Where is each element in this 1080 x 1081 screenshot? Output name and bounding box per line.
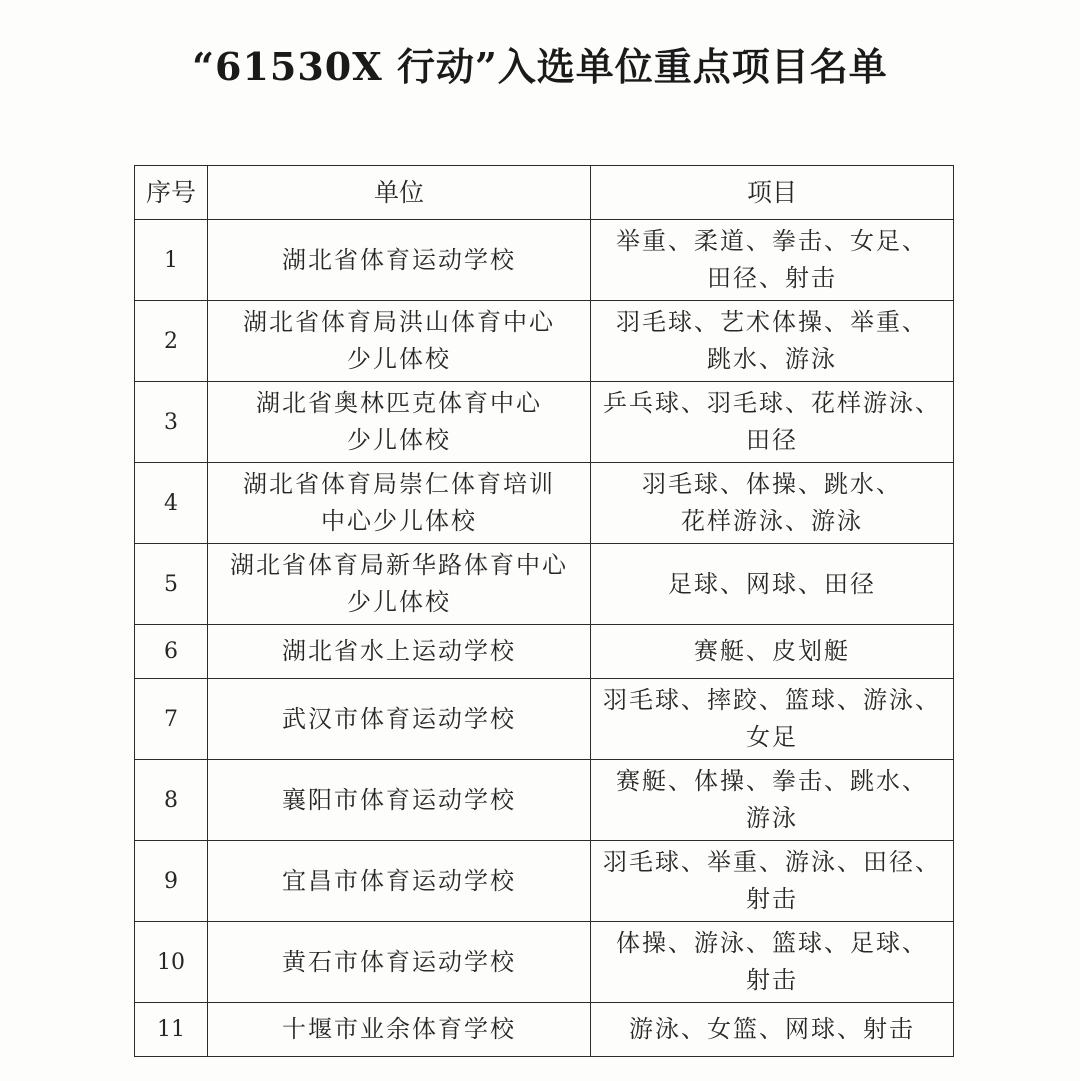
header-unit: 单位 [208,166,591,220]
header-items: 项目 [591,166,954,220]
row-items-cell [591,301,954,382]
row-unit-cell [208,922,591,1003]
unit-line: 黄石市体育运动学校 [282,947,516,976]
items-line: 女足 [746,723,798,751]
row-index-cell: 3 [135,382,208,463]
unit-line: 湖北省体育运动学校 [282,245,516,274]
row-unit-cell [208,625,591,679]
row-index-cell: 4 [135,463,208,544]
unit-line: 武汉市体育运动学校 [282,704,516,733]
unit-line: 十堰市业余体育学校 [282,1015,516,1043]
items-line: 田径、射击 [707,264,837,292]
row-index-cell: 9 [135,841,208,922]
table-row [135,382,954,463]
items-line: 举重、柔道、拳击、女足、 [616,227,928,255]
row-unit-cell [208,220,591,301]
document-title: “61530X 行动”入选单位重点项目名单 [192,44,888,89]
table-row [135,544,954,625]
row-index-cell: 8 [135,760,208,841]
table-row [135,760,954,841]
table-row [135,1003,954,1057]
unit-line: 少儿体校 [347,588,451,616]
row-items-cell [591,463,954,544]
unit-line: 湖北省奥林匹克体育中心 [256,389,542,417]
table-body [135,220,954,1057]
items-line: 跳水、游泳 [707,345,837,373]
row-items-cell [591,760,954,841]
row-items-cell [591,544,954,625]
row-items-cell [591,922,954,1003]
unit-line: 湖北省水上运动学校 [282,637,516,665]
items-line: 赛艇、体操、拳击、跳水、 [616,767,928,795]
items-line: 射击 [746,966,798,994]
row-items-cell [591,220,954,301]
row-index-cell: 7 [135,679,208,760]
row-items-cell [591,625,954,679]
items-line: 羽毛球、摔跤、篮球、游泳、 [603,686,941,714]
row-unit-cell [208,841,591,922]
unit-line: 中心少儿体校 [321,507,477,535]
table-row [135,841,954,922]
items-line: 田径 [746,426,798,454]
items-line: 游泳、女篮、网球、射击 [629,1015,915,1043]
row-items-cell [591,382,954,463]
items-line: 足球、网球、田径 [668,569,876,598]
row-unit-cell [208,382,591,463]
row-unit-cell [208,679,591,760]
items-line: 羽毛球、艺术体操、举重、 [616,308,928,336]
unit-line: 湖北省体育局崇仁体育培训 [243,470,555,498]
items-line: 羽毛球、举重、游泳、田径、 [603,848,941,876]
table-row [135,922,954,1003]
unit-line: 宜昌市体育运动学校 [282,866,516,895]
unit-line: 湖北省体育局洪山体育中心 [243,308,555,336]
items-line: 射击 [746,885,798,913]
items-line: 羽毛球、体操、跳水、 [642,470,902,498]
header-index: 序号 [135,166,208,220]
row-items-cell [591,1003,954,1057]
row-index-cell: 1 [135,220,208,301]
items-line: 花样游泳、游泳 [681,507,863,535]
items-line: 赛艇、皮划艇 [694,637,850,665]
unit-line: 襄阳市体育运动学校 [282,785,516,814]
row-unit-cell [208,463,591,544]
items-line: 游泳 [746,804,798,832]
table-row [135,679,954,760]
row-index-cell: 2 [135,301,208,382]
row-unit-cell [208,301,591,382]
row-index-cell: 10 [135,922,208,1003]
items-line: 体操、游泳、篮球、足球、 [616,929,928,957]
table-header-row [135,166,954,220]
table-row [135,625,954,679]
unit-line: 湖北省体育局新华路体育中心 [230,551,568,579]
items-line: 乒乓球、羽毛球、花样游泳、 [603,389,941,417]
row-index-cell: 6 [135,625,208,679]
row-index-cell: 5 [135,544,208,625]
unit-line: 少儿体校 [347,426,451,454]
table-row [135,463,954,544]
table-row [135,301,954,382]
unit-line: 少儿体校 [347,345,451,373]
row-unit-cell [208,760,591,841]
row-index-cell: 11 [135,1003,208,1057]
table-row [135,220,954,301]
row-unit-cell [208,544,591,625]
row-items-cell [591,679,954,760]
row-items-cell [591,841,954,922]
unit-project-table [134,165,954,1057]
row-unit-cell [208,1003,591,1057]
